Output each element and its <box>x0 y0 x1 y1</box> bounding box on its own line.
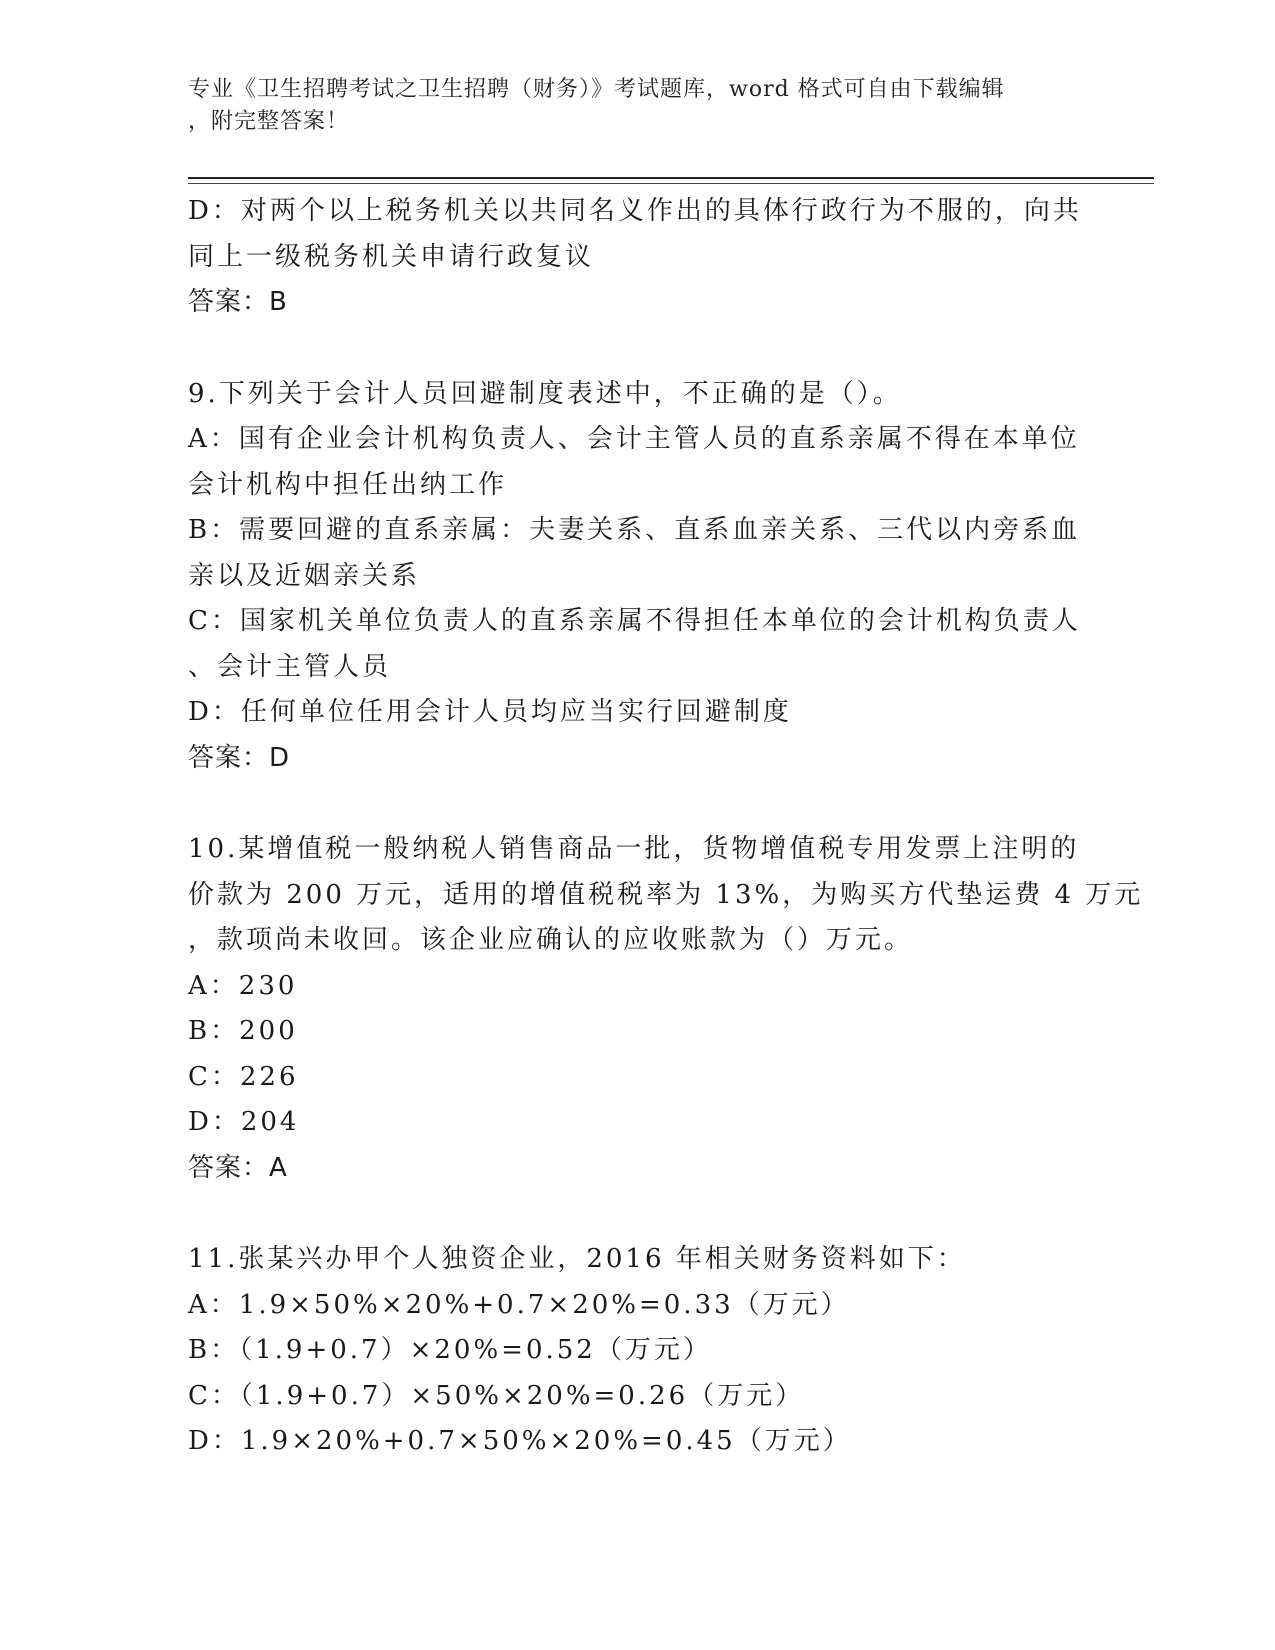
option-c-line: C：226 <box>188 1061 299 1092</box>
option-b-line: B：200 <box>188 1016 298 1046</box>
option-c-line: 、会计主管人员 <box>188 651 392 682</box>
option-d-line: D：任何单位任用会计人员均应当实行回避制度 <box>188 697 792 727</box>
answer-label: 答案：B <box>188 287 288 317</box>
question-stem: 9.下列关于会计人员回避制度表述中，不正确的是（）。 <box>188 378 902 409</box>
option-b-line: 亲以及近姻亲关系 <box>188 560 421 591</box>
question-stem: 11.张某兴办甲个人独资企业，2016 年相关财务资料如下： <box>188 1244 966 1274</box>
option-a-line: 会计机构中担任出纳工作 <box>188 469 508 500</box>
document-header <box>188 74 1088 138</box>
option-b-line: B：需要回避的直系亲属：夫妻关系、直系血亲关系、三代以内旁系血 <box>188 515 1081 545</box>
document-body <box>188 189 1144 1465</box>
header-line-1: 专业《卫生招聘考试之卫生招聘（财务）》考试题库，word 格式可自由下载编辑 <box>188 77 1005 102</box>
prev-question-block <box>188 189 1088 326</box>
option-a-line: A：1.9×50%×20%+0.7×20%=0.33（万元） <box>188 1289 850 1320</box>
question-stem: 价款为 200 万元，适用的增值税税率为 13%，为购买方代垫运费 4 万元 <box>188 879 1144 910</box>
answer-label: 答案：D <box>188 742 291 773</box>
option-d-line: D：对两个以上税务机关以共同名义作出的具体行政行为不服的，向共 <box>188 196 1082 226</box>
question-11-block <box>188 1237 1088 1465</box>
question-stem: ，款项尚未收回。该企业应确认的应收账款为（）万元。 <box>188 925 914 955</box>
option-c-line: C：国家机关单位负责人的直系亲属不得担任本单位的会计机构负责人 <box>188 606 1081 636</box>
option-a-line: A：230 <box>188 970 298 1001</box>
question-10-block <box>188 827 1144 1191</box>
option-a-line: A：国有企业会计机构负责人、会计主管人员的直系亲属不得在本单位 <box>188 424 1080 454</box>
question-stem: 10.某增值税一般纳税人销售商品一批，货物增值税专用发票上注明的 <box>188 834 1080 864</box>
question-9-block <box>188 372 1088 782</box>
answer-label: 答案：A <box>188 1152 288 1183</box>
option-c-line: C：（1.9+0.7）×50%×20%=0.26（万元） <box>188 1380 805 1411</box>
spacer <box>188 326 1088 372</box>
header-divider-thick <box>188 177 1154 179</box>
spacer <box>188 1191 1088 1237</box>
option-d-line: D：1.9×20%+0.7×50%×20%=0.45（万元） <box>188 1426 852 1456</box>
header-divider-thin <box>188 183 1154 184</box>
option-b-line: B：（1.9+0.7）×20%=0.52（万元） <box>188 1335 712 1365</box>
option-d-line: D：204 <box>188 1107 300 1137</box>
option-d-line: 同上一级税务机关申请行政复议 <box>188 241 595 272</box>
header-line-2: ，附完整答案！ <box>188 109 350 134</box>
spacer <box>188 781 1088 827</box>
